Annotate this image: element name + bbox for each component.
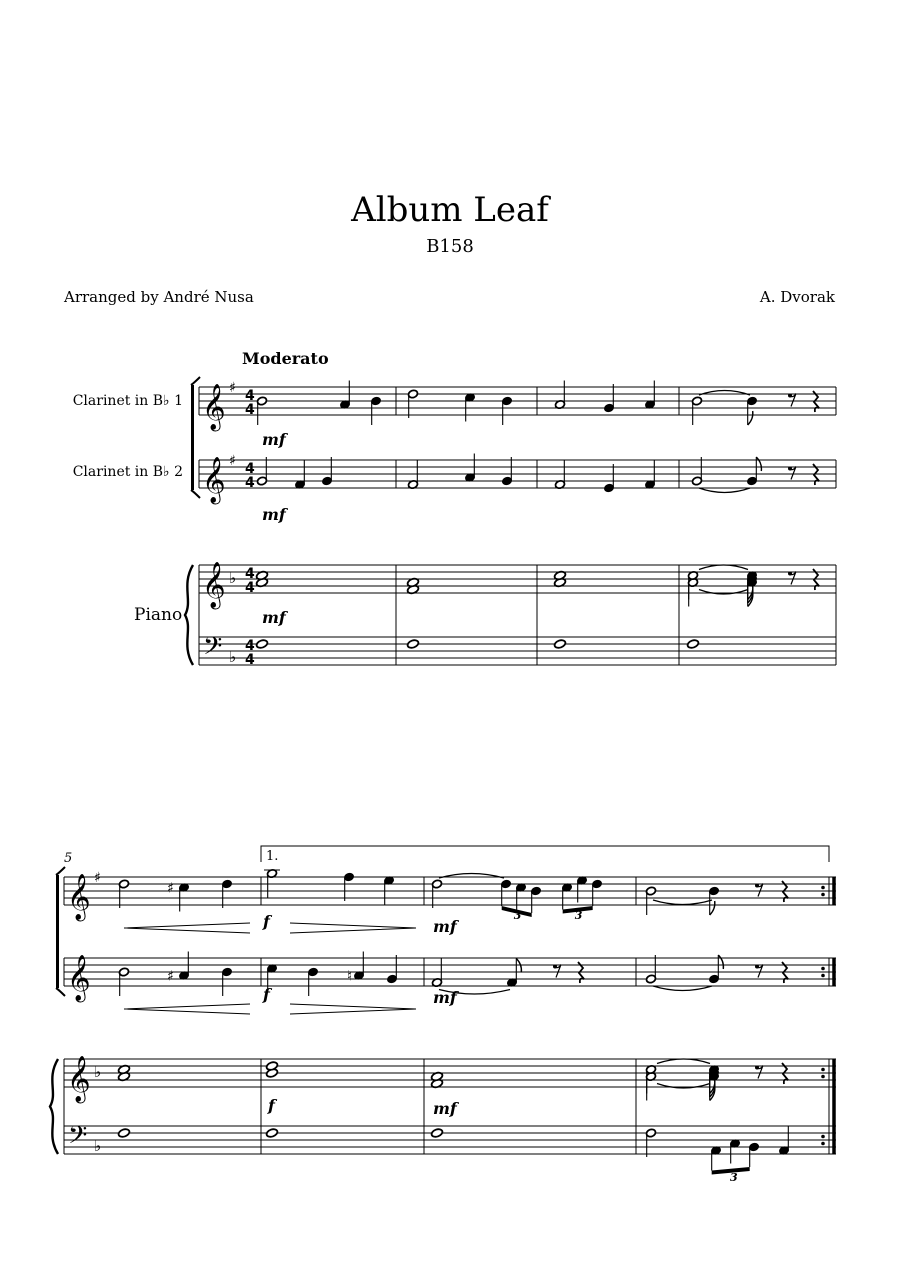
- repeat-dot: [821, 967, 825, 971]
- time-signature-bottom: 4: [245, 580, 255, 596]
- time-signature-top: 4: [245, 638, 255, 654]
- note-flag: [718, 955, 723, 969]
- time-signature-top: 4: [245, 566, 255, 582]
- whole-note: [431, 1128, 444, 1138]
- dynamic-f: f: [263, 985, 270, 1004]
- key-flat-icon: ♭: [94, 1063, 102, 1081]
- repeat-dot: [821, 1075, 825, 1079]
- tie: [657, 1059, 710, 1064]
- dynamic-mf: mf: [262, 430, 286, 449]
- note-flag: [756, 457, 761, 471]
- time-signature-top: 4: [245, 461, 255, 477]
- tuplet-number: 3: [513, 909, 522, 922]
- decrescendo-hairpin: [290, 923, 416, 933]
- bass-clef-icon: 𝄢: [203, 632, 223, 667]
- treble-clef-icon: 𝄞: [202, 384, 226, 430]
- key-flat-icon: ♭: [229, 648, 237, 666]
- dynamic-mf: mf: [433, 917, 457, 936]
- time-signature-bottom: 4: [245, 652, 255, 668]
- tie: [653, 900, 712, 905]
- arranger-credit: Arranged by André Nusa: [64, 288, 254, 306]
- dynamic-mf: mf: [262, 608, 286, 627]
- instrument-bracket: [56, 875, 59, 988]
- note-flag: [748, 411, 753, 425]
- bracket-hook: [191, 377, 200, 385]
- tie: [699, 565, 748, 570]
- repeat-dot: [821, 886, 825, 890]
- instrument-label-clarinet-1: Clarinet in B♭ 1: [72, 393, 183, 409]
- volta-bracket: [261, 846, 829, 862]
- time-signature-bottom: 4: [245, 475, 255, 491]
- tempo-marking: Moderato: [242, 349, 329, 368]
- instrument-label-piano: Piano: [134, 605, 183, 625]
- time-signature-bottom: 4: [245, 402, 255, 418]
- treble-clef-icon: 𝄞: [67, 955, 91, 1001]
- piano-brace: [185, 565, 193, 665]
- whole-note: [256, 639, 269, 649]
- key-sharp-icon: ♯: [94, 870, 101, 886]
- tie: [653, 986, 712, 991]
- note-flag: [710, 901, 715, 915]
- treble-clef-icon: 𝄞: [67, 874, 91, 920]
- dynamic-f: f: [263, 912, 270, 931]
- bass-clef-icon: 𝄢: [68, 1121, 88, 1156]
- instrument-label-clarinet-2: Clarinet in B♭ 2: [72, 464, 183, 480]
- tuplet-number: 3: [574, 909, 583, 922]
- dynamic-f: f: [268, 1096, 275, 1115]
- whole-note: [687, 639, 700, 649]
- dynamic-mf: mf: [433, 988, 457, 1007]
- repeat-dot: [821, 974, 825, 978]
- tuplet-number: 3: [730, 1171, 738, 1184]
- repeat-dot: [821, 1142, 825, 1146]
- repeat-dot: [821, 1068, 825, 1072]
- repeat-dot: [821, 893, 825, 897]
- crescendo-hairpin: [124, 923, 250, 933]
- treble-clef-icon: 𝄞: [67, 1056, 91, 1102]
- key-sharp-icon: ♯: [167, 880, 174, 897]
- decrescendo-hairpin: [290, 1004, 416, 1014]
- volta-label: 1.: [266, 849, 279, 864]
- dynamic-mf: mf: [433, 1099, 457, 1118]
- treble-clef-icon: 𝄞: [202, 457, 226, 503]
- key-sharp-icon: ♯: [167, 968, 174, 985]
- whole-note: [554, 639, 567, 649]
- dynamic-mf: mf: [262, 505, 286, 524]
- measure-number: 5: [64, 851, 73, 866]
- key-flat-icon: ♭: [229, 569, 237, 587]
- score-subtitle: B158: [426, 236, 474, 257]
- score-title: Album Leaf: [351, 190, 549, 230]
- instrument-bracket: [191, 385, 194, 490]
- key-sharp-icon: ♯: [229, 380, 236, 396]
- bracket-hook: [56, 867, 65, 875]
- whole-note: [118, 1128, 131, 1138]
- key-flat-icon: ♭: [94, 1137, 102, 1155]
- natural-icon: ♮: [347, 968, 353, 985]
- whole-note: [266, 1128, 279, 1138]
- tie: [699, 488, 750, 493]
- treble-clef-icon: 𝄞: [202, 562, 226, 608]
- key-sharp-icon: ♯: [229, 453, 236, 469]
- bracket-hook: [191, 490, 200, 498]
- time-signature-top: 4: [245, 388, 255, 404]
- bracket-hook: [56, 988, 65, 996]
- piano-brace: [50, 1059, 58, 1154]
- repeat-dot: [821, 1135, 825, 1139]
- composer-credit: A. Dvorak: [759, 288, 835, 306]
- whole-note: [407, 639, 420, 649]
- crescendo-hairpin: [124, 1004, 250, 1014]
